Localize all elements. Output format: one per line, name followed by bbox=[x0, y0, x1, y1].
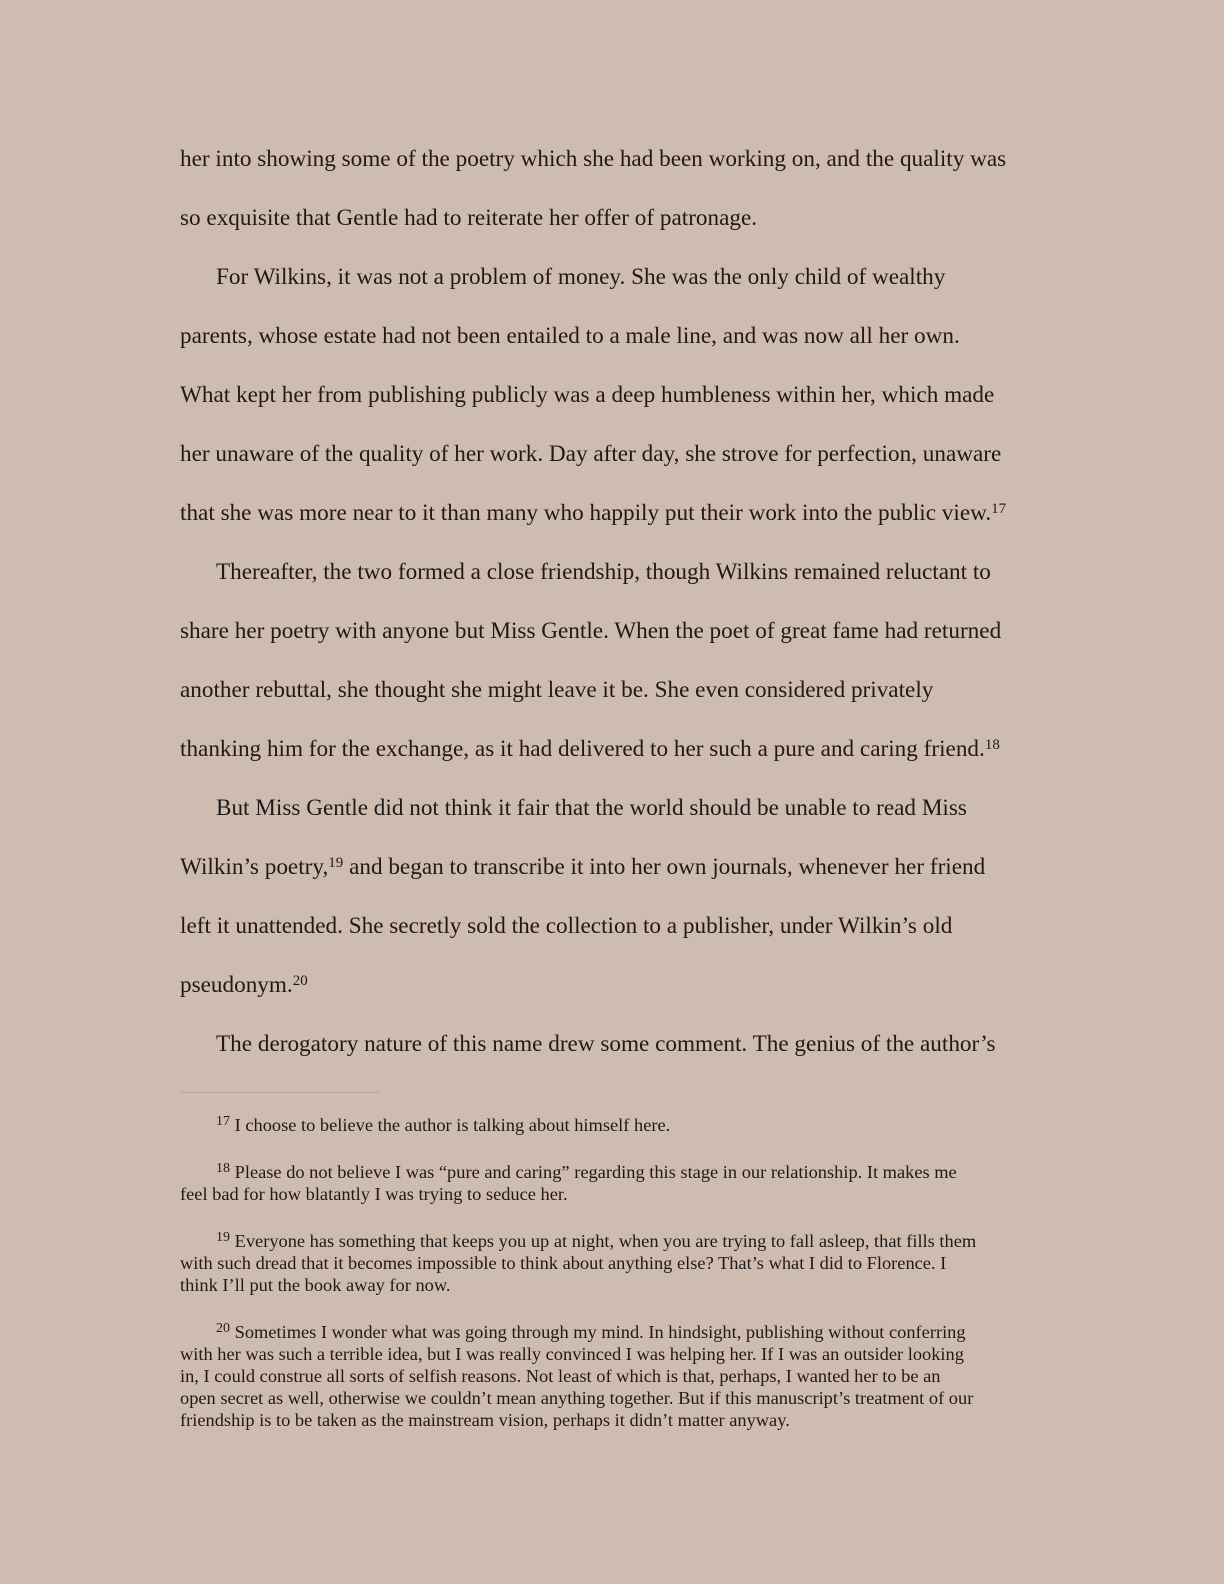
footnote-line: feel bad for how blatantly I was trying to seduce her. bbox=[180, 1184, 568, 1204]
footnote-ref-17[interactable]: 17 bbox=[991, 501, 1007, 517]
footnote-line: $^{20}$ Sometimes I wonder what was going through my mind. In hindsight, publishing without conferring bbox=[216, 1321, 966, 1342]
footnote-number: 18 bbox=[216, 1161, 230, 1176]
body-line: her into showing some of the poetry which she had been working on, and the quality was bbox=[180, 146, 1007, 172]
footnote-ref-20[interactable]: 20 bbox=[292, 973, 308, 989]
body-line: so exquisite that Gentle had to reiterate her offer of patronage. bbox=[180, 205, 758, 231]
body-line: The derogatory nature of this name drew some comment. The genius of the author’s bbox=[216, 1031, 996, 1057]
footnote-ref-18[interactable]: 18 bbox=[984, 737, 1000, 753]
body-line: share her poetry with anyone but Miss Gentle. When the poet of great fame had returned bbox=[180, 618, 1002, 644]
body-line: that she was more near to it than many who happily put their work into the public view.$^{17}$ bbox=[180, 500, 1007, 526]
body-line: What kept her from publishing publicly was a deep humbleness within her, which made bbox=[180, 382, 995, 408]
body-line: her unaware of the quality of her work. Day after day, she strove for perfection, unaware bbox=[180, 441, 1002, 467]
body-line: For Wilkins, it was not a problem of money. She was the only child of wealthy bbox=[216, 264, 946, 290]
footnote-line: $^{17}$ I choose to believe the author is talking about himself here. bbox=[216, 1114, 671, 1135]
body-line: left it unattended. She secretly sold the collection to a publisher, under Wilkin’s old bbox=[180, 913, 953, 939]
footnote-line: $^{19}$ Everyone has something that keeps you up at night, when you are trying to fall asleep, that fills them bbox=[216, 1230, 977, 1251]
body-line: Thereafter, the two formed a close friendship, though Wilkins remained reluctant to bbox=[216, 559, 991, 585]
footnote-18 bbox=[180, 1161, 1050, 1205]
footnote-20 bbox=[180, 1321, 1050, 1431]
footnote-separator bbox=[180, 1092, 379, 1093]
body-line: But Miss Gentle did not think it fair that the world should be unable to read Miss bbox=[216, 795, 967, 821]
footnote-number: 20 bbox=[216, 1321, 230, 1336]
body-line: pseudonym.$^{20}$ bbox=[180, 972, 308, 998]
footnote-line: with her was such a terrible idea, but I was really convinced I was helping her. If I was an outsider looking bbox=[180, 1344, 964, 1364]
footnote-line: think I’ll put the book away for now. bbox=[180, 1275, 451, 1295]
body-line: parents, whose estate had not been entailed to a male line, and was now all her own. bbox=[180, 323, 960, 349]
body-line: Wilkin’s poetry,$^{19}$ and began to transcribe it into her own journals, whenever her friend bbox=[180, 854, 986, 880]
body-text bbox=[180, 137, 1048, 1081]
footnote-line: friendship is to be taken as the mainstream vision, perhaps it didn’t matter anyway. bbox=[180, 1410, 790, 1430]
footnote-line: $^{18}$ Please do not believe I was “pure and caring” regarding this stage in our relationship. It makes me bbox=[216, 1161, 957, 1182]
footnote-ref-19[interactable]: 19 bbox=[328, 855, 344, 871]
body-line: another rebuttal, she thought she might leave it be. She even considered privately bbox=[180, 677, 934, 703]
footnotes bbox=[180, 1114, 1050, 1456]
footnote-line: in, I could construe all sorts of selfish reasons. Not least of which is that, perhaps, I wanted her to be an bbox=[180, 1366, 941, 1386]
footnote-line: with such dread that it becomes impossible to think about anything else? That’s what I did to Florence. I bbox=[180, 1253, 947, 1273]
footnote-17 bbox=[180, 1114, 1050, 1136]
footnote-number: 19 bbox=[216, 1230, 230, 1245]
body-line: thanking him for the exchange, as it had delivered to her such a pure and caring friend.$^{18}$ bbox=[180, 736, 1000, 762]
footnote-19 bbox=[180, 1230, 1050, 1296]
footnote-number: 17 bbox=[216, 1114, 230, 1129]
footnote-line: open secret as well, otherwise we couldn’t mean anything together. But if this manuscript’s treatment of our bbox=[180, 1388, 974, 1408]
